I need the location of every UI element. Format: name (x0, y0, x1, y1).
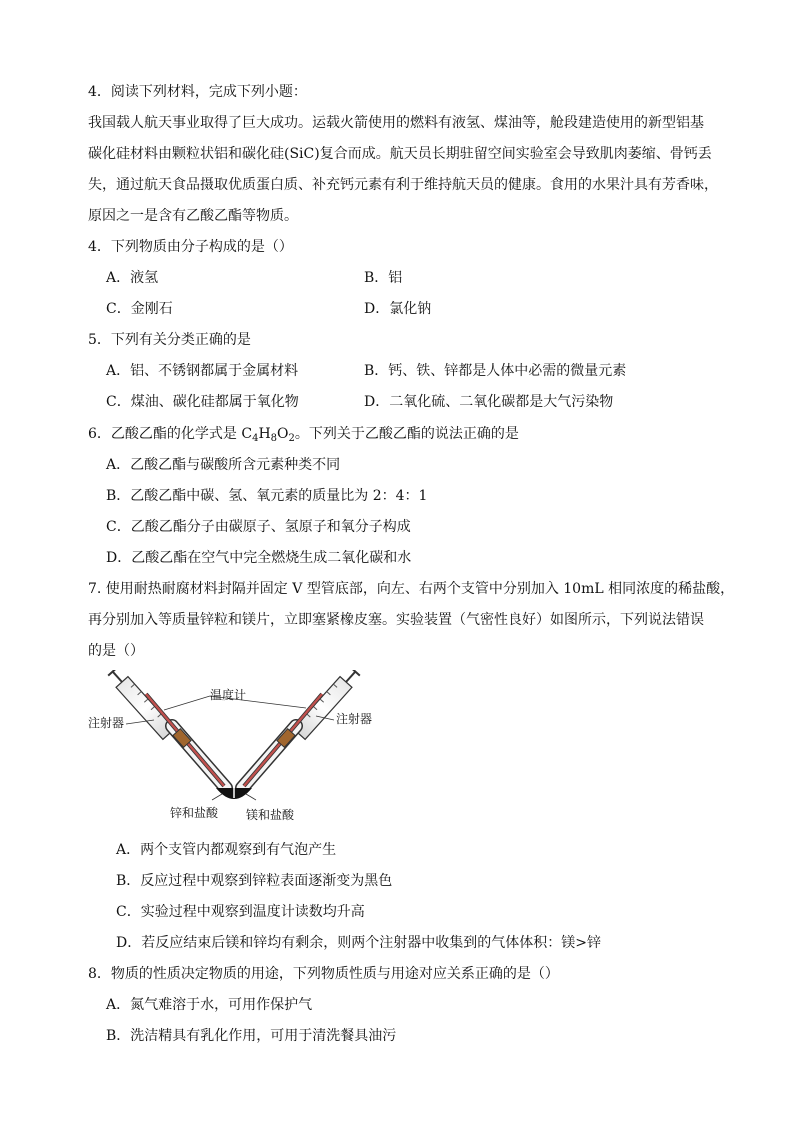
question-8-stem: 8．物质的性质决定物质的用途，下列物质性质与用途对应关系正确的是（） (88, 966, 559, 982)
thermometer-label: 温度计 (210, 688, 247, 702)
material-line: 原因之一是含有乙酸乙酯等物质。 (88, 208, 298, 224)
material-line: 碳化硅材料由颗粒状铝和碳化硅(SiC)复合而成。航天员长期驻留空间实验室会导致肌肉萎缩、骨钙丢 (88, 146, 712, 162)
left-tube (146, 694, 226, 788)
q7-option-c: C．实验过程中观察到温度计读数均升高 (116, 904, 365, 920)
question-7-line: 的是（） (88, 643, 144, 659)
q6-option-b: B．乙酸乙酯中碳、氢、氧元素的质量比为 2：4：1 (106, 488, 428, 504)
q5-option-a: A．铝、不锈钢都属于金属材料 (106, 363, 299, 379)
question-4-stem: 4．下列物质由分子构成的是（） (88, 239, 293, 255)
q5-option-d: D．二氧化硫、二氧化碳都是大气污染物 (364, 394, 614, 410)
question-7-line: 再分别加入等质量锌粒和镁片，立即塞紧橡皮塞。实验装置（气密性良好）如图所示，下列说法错误 (88, 612, 704, 628)
q7-option-a: A．两个支管内都观察到有气泡产生 (116, 842, 337, 858)
material-line: 失，通过航天食品摄取优质蛋白质、补充钙元素有利于维持航天员的健康。食用的水果汁具有芳香味， (88, 177, 718, 193)
q6-option-a: A．乙酸乙酯与碳酸所含元素种类不同 (106, 457, 341, 473)
q8-option-b: B．洗洁精具有乳化作用，可用于清洗餐具油污 (106, 1028, 397, 1044)
right-tube (242, 694, 322, 788)
question-7-line: 7. 使用耐热耐腐材料封隔并固定 V 型管底部，向左、右两个支管中分别加入 10mL 相同浓度的稀盐酸， (88, 581, 735, 597)
q4-option-a: A．液氢 (106, 270, 159, 286)
q6-option-c: C．乙酸乙酯分子由碳原子、氢原子和氧分子构成 (106, 519, 411, 535)
right-syringe-label: 注射器 (336, 712, 373, 726)
material-line: 我国载人航天事业取得了巨大成功。运载火箭使用的燃料有液氢、煤油等，舱段建造使用的新型铝基 (88, 115, 704, 131)
q7-option-d: D．若反应结束后镁和锌均有剩余，则两个注射器中收集到的气体体积：镁>锌 (116, 935, 601, 951)
q5-option-b: B．钙、铁、锌都是人体中必需的微量元素 (364, 363, 627, 379)
question-5-stem: 5．下列有关分类正确的是 (88, 332, 251, 348)
q4-option-d: D．氯化钠 (364, 301, 432, 317)
q7-option-b: B．反应过程中观察到锌粒表面逐渐变为黑色 (116, 873, 393, 889)
question-6-stem: 6．乙酸乙酯的化学式是 $C_4H_8O_2$。下列关于乙酸乙酯的说法正确的是 (88, 426, 519, 444)
q4-option-c: C．金刚石 (106, 301, 173, 317)
v-tube-apparatus-figure (84, 670, 404, 830)
magnesium-acid-label: 镁和盐酸 (246, 808, 295, 822)
left-syringe-label: 注射器 (88, 716, 125, 730)
q8-option-a: A．氮气难溶于水，可用作保护气 (106, 997, 313, 1013)
q6-option-d: D．乙酸乙酯在空气中完全燃烧生成二氧化碳和水 (106, 550, 412, 566)
right-syringe (293, 670, 361, 739)
q5-option-c: C．煤油、碳化硅都属于氧化物 (106, 394, 299, 410)
material-header: 4．阅读下列材料，完成下列小题： (88, 84, 307, 100)
zinc-acid-label: 锌和盐酸 (170, 806, 219, 820)
q4-option-b: B．铝 (364, 270, 403, 286)
